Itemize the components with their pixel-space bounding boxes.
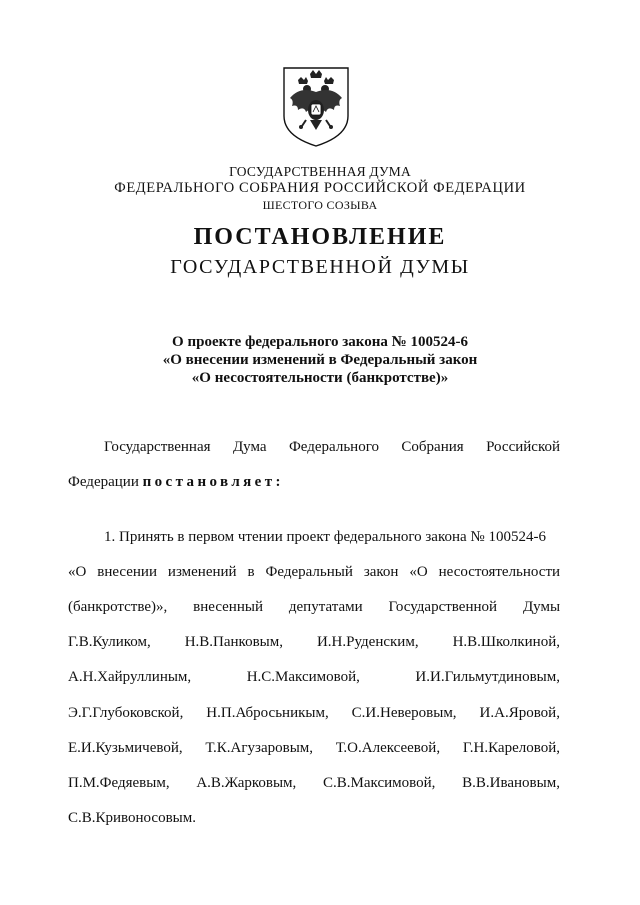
deputy-name: Г.В.Куликом, <box>68 634 151 650</box>
subject-line-2: «О внесении изменений в Федеральный закон <box>162 352 478 368</box>
preamble-resolves-word: постановляет: <box>142 474 284 490</box>
preamble-word: Государственная <box>104 439 211 455</box>
item1-word: внесении <box>97 564 157 580</box>
item1-word: Государственной <box>388 599 498 615</box>
item1-word: (банкротстве)», <box>68 599 168 615</box>
deputy-name: Н.В.Панковым, <box>184 634 283 650</box>
preamble-federation-word: Федерации <box>68 474 143 490</box>
deputies-row-3 <box>68 704 560 722</box>
deputy-name: Е.И.Кузьмичевой, <box>68 740 183 756</box>
item1-line-2 <box>68 563 560 581</box>
item1-line-3 <box>68 598 560 616</box>
deputy-name: И.Н.Руденским, <box>316 634 419 650</box>
russian-coat-of-arms-emblem-icon <box>280 64 352 148</box>
preamble-line-1 <box>104 438 560 456</box>
preamble-word: Собрания <box>401 439 464 455</box>
deputy-name: А.Н.Хайруллиным, <box>68 669 192 685</box>
deputies-row-4 <box>68 739 560 757</box>
document-type-title: ПОСТАНОВЛЕНИЕ <box>193 224 447 250</box>
deputies-last-line: С.В.Кривоносовым. <box>68 810 196 826</box>
item1-word: изменений <box>167 564 237 580</box>
deputy-name: С.В.Максимовой, <box>323 775 436 791</box>
preamble-word: Российской <box>486 439 561 455</box>
item1-word: депутатами <box>288 599 363 615</box>
deputy-name: Э.Г.Глубоковской, <box>68 705 184 721</box>
header-convocation: ШЕСТОГО СОЗЫВА <box>262 198 378 212</box>
deputy-name: Г.Н.Кареловой, <box>462 740 560 756</box>
subject-line-1: О проекте федерального закона № 100524-6 <box>172 334 468 350</box>
deputy-name: И.А.Яровой, <box>479 705 560 721</box>
deputy-name: А.В.Жарковым, <box>196 775 297 791</box>
item1-word: закон <box>363 564 399 580</box>
item1-word: несостоятельности <box>438 564 561 580</box>
item1-line-1: 1. Принять в первом чтении проект федерального закона № 100524-6 <box>104 529 546 545</box>
preamble-line-2 <box>68 473 284 491</box>
deputies-row-5 <box>68 774 560 792</box>
document-type-subtitle: ГОСУДАРСТВЕННОЙ ДУМЫ <box>170 256 470 278</box>
deputy-name: Т.К.Агузаровым, <box>205 740 314 756</box>
deputy-name: С.И.Неверовым, <box>351 705 457 721</box>
item1-word: в <box>247 564 255 580</box>
deputy-name: Т.О.Алексеевой, <box>335 740 441 756</box>
item1-word: «О <box>68 564 87 580</box>
deputy-name: Н.П.Абросьникым, <box>206 705 329 721</box>
deputies-row-2 <box>68 668 560 686</box>
item1-word: Федеральный <box>265 564 353 580</box>
deputy-name: В.В.Ивановым, <box>462 775 560 791</box>
header-duma: ГОСУДАРСТВЕННАЯ ДУМА <box>229 164 411 179</box>
item1-word: «О <box>409 564 428 580</box>
preamble-word: Федерального <box>288 439 379 455</box>
item1-word: внесенный <box>193 599 263 615</box>
deputy-name: И.И.Гильмутдиновым, <box>415 669 560 685</box>
subject-line-3: «О несостоятельности (банкротстве)» <box>191 370 449 386</box>
deputy-name: Н.В.Школкиной, <box>452 634 560 650</box>
deputy-name: П.М.Федяевым, <box>68 775 170 791</box>
deputies-row-1 <box>68 633 560 651</box>
preamble-word: Дума <box>232 439 267 455</box>
deputy-name: Н.С.Максимовой, <box>246 669 360 685</box>
item1-word: Думы <box>522 599 561 615</box>
header-federal-assembly: ФЕДЕРАЛЬНОГО СОБРАНИЯ РОССИЙСКОЙ ФЕДЕРАЦИИ <box>114 180 526 196</box>
